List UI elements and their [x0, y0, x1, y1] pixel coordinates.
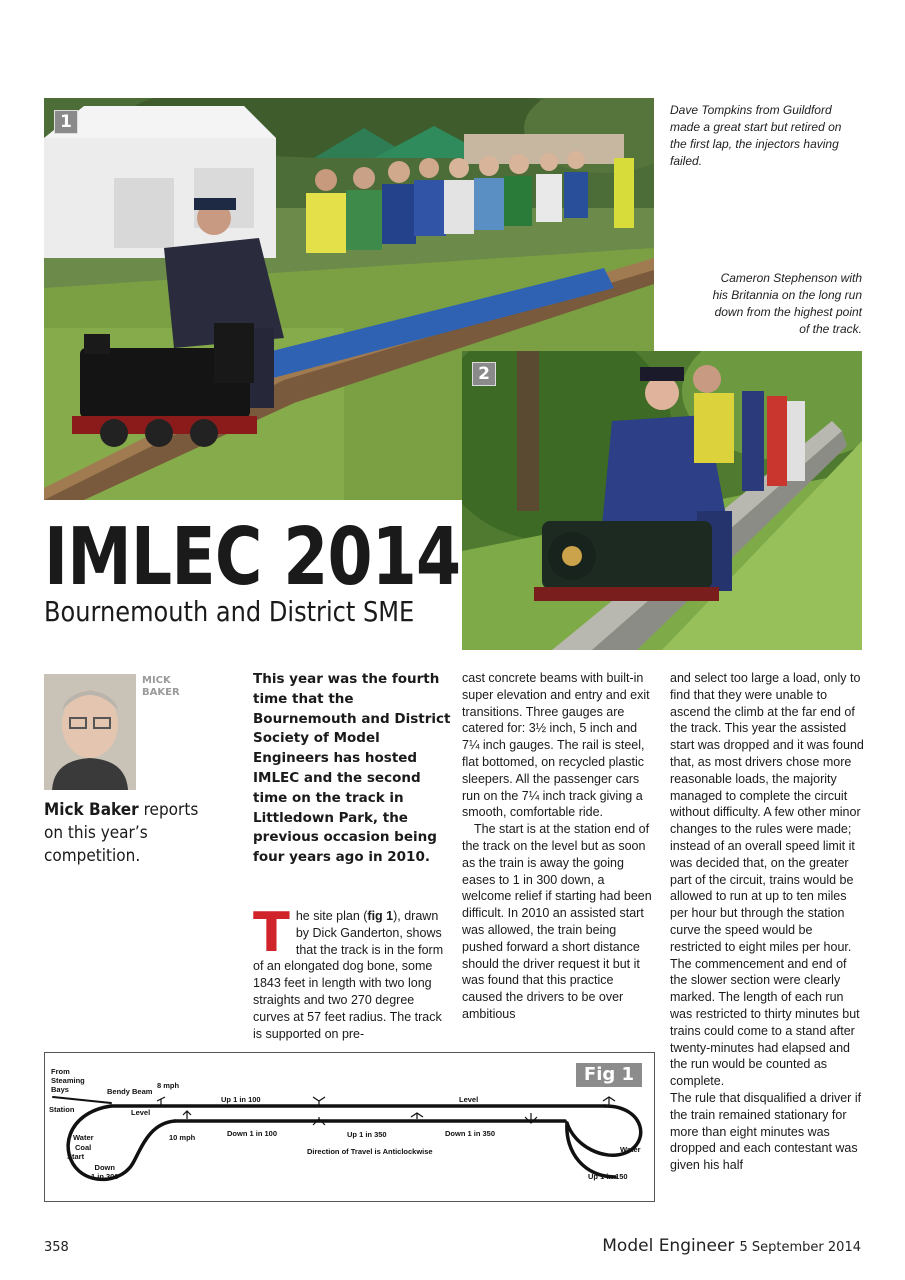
site-plan-figure — [44, 1052, 655, 1202]
label-water-right: Water — [620, 1145, 641, 1154]
intro-paragraph: This year was the fourth time that the Bournemouth and District Society of Model Engineers has hosted IMLEC and the second time on the track in Littledown Park, the previous occasion being four years ago in 2010. — [253, 671, 451, 866]
label-up-1-in-100: Up 1 in 100 — [221, 1095, 261, 1104]
label-water: Water — [73, 1133, 94, 1142]
author-photo — [44, 674, 136, 790]
issue-date: 5 September 2014 — [739, 1240, 861, 1255]
col1-text-b: ), drawn by Dick Ganderton, shows that the track is in the form of an elongated dog bone, some 1843 feet in length with two long straights and two 270 degree curves at 57 feet radius. The track is supported on pre- — [253, 909, 444, 1041]
figure-tag: Fig 1 — [576, 1063, 642, 1087]
magazine-name: Model Engineer — [602, 1236, 735, 1256]
photo-number-badge: 1 — [54, 110, 78, 134]
author-tag-last: BAKER — [142, 687, 180, 698]
label-down: Down — [94, 1163, 115, 1172]
body-column-3 — [670, 670, 864, 1174]
label-1-in-300: 1 in 300 — [91, 1172, 119, 1181]
label-8mph: 8 mph — [157, 1081, 180, 1090]
col2-paragraph-2: The start is at the station end of the track on the level but as soon as the train is away the going eases to 1 in 300 down, a welcome relief if starting had been difficult. In 2010 an assisted start was allowed, the train being pushed forward a short distance should the driver request it but it was found that this practice caused the drivers to be over ambitious — [462, 822, 652, 1021]
author-name: Mick Baker — [44, 800, 139, 820]
label-level-left: Level — [131, 1108, 151, 1117]
label-up-1-in-350: Up 1 in 350 — [347, 1130, 387, 1139]
magazine-footer — [602, 1236, 861, 1256]
photo-2-caption: Cameron Stephenson with his Britannia on the long run down from the highest point of the track. — [712, 271, 862, 336]
photo-1-caption: Dave Tompkins from Guildford made a great start but retired on the first lap, the injectors having failed. — [670, 103, 842, 168]
label-bendy-beam: Bendy Beam — [107, 1087, 153, 1096]
drop-cap: T — [253, 901, 290, 964]
reports-text: reports on this year’s competition. — [44, 800, 199, 866]
label-from: From — [51, 1067, 70, 1076]
col3-paragraph-2: The rule that disqualified a driver if the train remained stationary for more than eight minutes was dropped and each contestant was given his half — [670, 1090, 862, 1173]
article-subtitle: Bournemouth and District SME — [44, 595, 415, 628]
label-down-1-in-100: Down 1 in 100 — [227, 1129, 278, 1138]
label-steaming: Steaming — [51, 1076, 85, 1085]
label-down-1-in-300 — [91, 1163, 119, 1181]
photo-2 — [462, 351, 862, 650]
label-up-1-in-150: Up 1 in 150 — [588, 1172, 628, 1181]
author-tag — [142, 675, 180, 699]
britannia-locomotive-photo — [462, 351, 862, 650]
body-column-1 — [253, 901, 447, 1042]
track-plan-diagram — [45, 1053, 654, 1201]
author-tag-first: MICK — [142, 675, 171, 686]
label-coal: Coal — [75, 1142, 92, 1152]
col2-paragraph-1: cast concrete beams with built-in super elevation and entry and exit transitions. Three gauges are catered for: 3½ inch, 5 inch and 7¼ inch gauges. The rail is steel, flat bottomed, on recycled plastic sleepers. All the passenger cars run on the 7¼ inch track giving a smooth, comfortable ride. — [462, 671, 650, 820]
label-level-top: Level — [459, 1095, 479, 1104]
author-portrait-icon — [44, 674, 136, 790]
page-number: 358 — [44, 1240, 69, 1255]
label-10mph: 10 mph — [169, 1133, 196, 1142]
label-station: Station — [49, 1105, 75, 1114]
photo-number-badge: 2 — [472, 362, 496, 386]
body-column-2 — [462, 670, 656, 1023]
article-title: IMLEC 2014 — [44, 511, 461, 603]
label-water-coal-start — [67, 1133, 94, 1162]
label-start: Start — [67, 1152, 85, 1161]
col3-paragraph-1: and select too large a load, only to find that they were unable to ascend the climb at the far end of the track. This year the assisted start was dropped and it was found that, as most drivers chose more reasonable loads, the majority managed to complete the circuit without difficulty. A few other minor changes to the rules were made; instead of an overall speed limit it was decided that, on the greater part of the circuit, trains would be allowed to run at up to ten miles per hour but through the station curve the speed would be restricted to eight miles per hour. The commencement and end of the slower section were clearly marked. The length of each run was restricted to thirty minutes but trains could come to a stand after twenty-minutes had elapsed and the run would be counted as complete. — [670, 671, 864, 1089]
col1-text-a: he site plan ( — [295, 909, 368, 923]
label-from-steaming-bays — [51, 1067, 85, 1094]
label-direction: Direction of Travel is Anticlockwise — [307, 1147, 433, 1156]
label-down-1-in-350: Down 1 in 350 — [445, 1129, 496, 1138]
author-reports — [44, 799, 215, 868]
fig-reference: fig 1 — [367, 909, 394, 923]
label-bays: Bays — [51, 1085, 69, 1094]
